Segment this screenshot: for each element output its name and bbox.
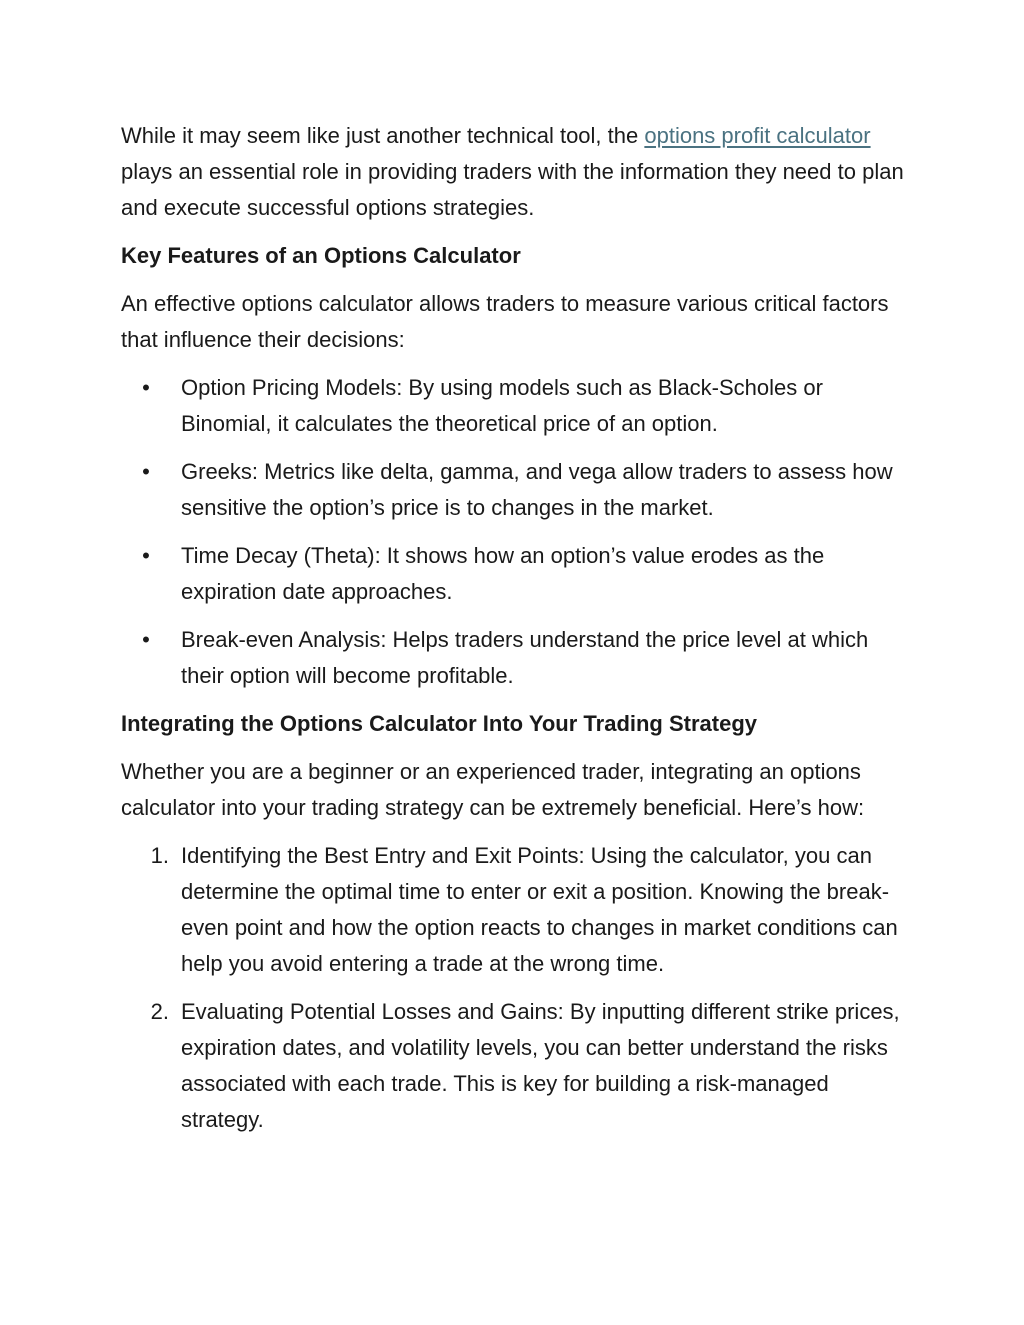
key-features-list: [121, 370, 911, 694]
options-profit-calculator-link[interactable]: options profit calculator: [644, 123, 871, 148]
key-features-paragraph: An effective options calculator allows traders to measure various critical factors that influence their decisions:: [121, 291, 889, 352]
list-item: [121, 370, 911, 442]
list-item-text: Identifying the Best Entry and Exit Points: Using the calculator, you can determine the optimal time to enter or exit a position. Knowing the break-even point and how the option reacts to changes in market conditions can help you avoid entering a trade at the wrong time.: [181, 843, 898, 976]
list-item: [121, 538, 911, 610]
list-item-text: Option Pricing Models: By using models such as Black-Scholes or Binomial, it calculates the theoretical price of an option.: [181, 375, 823, 436]
bullet-marker: •: [142, 459, 150, 484]
intro-text-after-link: plays an essential role in providing traders with the information they need to plan and execute successful options strategies.: [121, 159, 904, 220]
bullet-marker: •: [142, 627, 150, 652]
list-item: [121, 622, 911, 694]
list-item-text: Evaluating Potential Losses and Gains: By inputting different strike prices, expiration dates, and volatility levels, you can better understand the risks associated with each trade. This is key for building a risk-managed strategy.: [181, 999, 900, 1132]
list-item: [121, 838, 911, 982]
intro-text-before-link: While it may seem like just another technical tool, the: [121, 123, 645, 148]
integrating-steps-list: [121, 838, 911, 1138]
number-marker: 1.: [150, 843, 169, 868]
intro-paragraph: [121, 118, 911, 226]
bullet-marker: •: [142, 543, 150, 568]
bullet-marker: •: [142, 375, 150, 400]
number-marker: 2.: [150, 999, 169, 1024]
list-item-text: Time Decay (Theta): It shows how an option’s value erodes as the expiration date approaches.: [181, 543, 825, 604]
integrating-paragraph: Whether you are a beginner or an experienced trader, integrating an options calculator into your trading strategy can be extremely beneficial. Here’s how:: [121, 759, 865, 820]
section-heading-key-features: Key Features of an Options Calculator: [121, 243, 521, 268]
document-page: [121, 118, 911, 1150]
section-heading-integrating: Integrating the Options Calculator Into Your Trading Strategy: [121, 711, 758, 736]
list-item: [121, 994, 911, 1138]
list-item: [121, 454, 911, 526]
list-item-text: Greeks: Metrics like delta, gamma, and vega allow traders to assess how sensitive the option’s price is to changes in the market.: [181, 459, 893, 520]
list-item-text: Break-even Analysis: Helps traders understand the price level at which their option will become profitable.: [181, 627, 869, 688]
